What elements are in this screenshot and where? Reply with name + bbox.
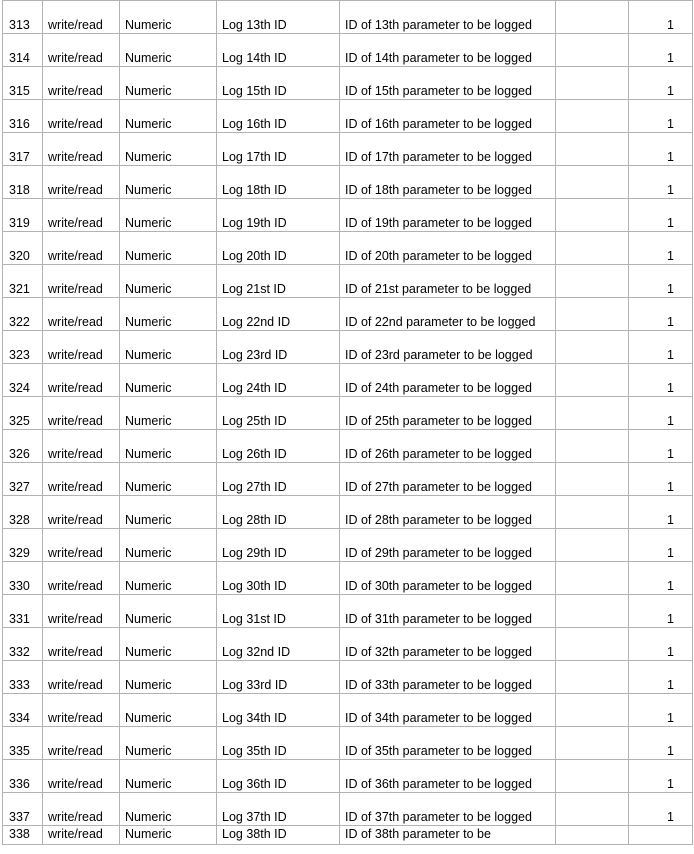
default-value: 1 (629, 34, 693, 67)
access-mode: write/read (43, 727, 120, 760)
access-mode: write/read (43, 133, 120, 166)
parameter-description: ID of 18th parameter to be logged (340, 166, 556, 199)
default-value: 1 (629, 133, 693, 166)
parameter-description: ID of 23rd parameter to be logged (340, 331, 556, 364)
table-row (3, 694, 693, 727)
table-row (3, 529, 693, 562)
parameter-number: 332 (3, 628, 43, 661)
parameter-number: 333 (3, 661, 43, 694)
default-value: 1 (629, 364, 693, 397)
parameter-description: ID of 38th parameter to be (340, 826, 556, 845)
parameter-number: 334 (3, 694, 43, 727)
empty-cell (556, 727, 629, 760)
parameter-description: ID of 21st parameter to be logged (340, 265, 556, 298)
empty-cell (556, 265, 629, 298)
parameter-description: ID of 37th parameter to be logged (340, 793, 556, 826)
access-mode: write/read (43, 826, 120, 845)
parameter-description: ID of 17th parameter to be logged (340, 133, 556, 166)
table-row (3, 232, 693, 265)
default-value: 1 (629, 1, 693, 34)
parameter-description: ID of 15th parameter to be logged (340, 67, 556, 100)
parameter-name: Log 18th ID (217, 166, 340, 199)
parameter-name: Log 16th ID (217, 100, 340, 133)
table-row (3, 661, 693, 694)
default-value: 1 (629, 199, 693, 232)
default-value: 1 (629, 397, 693, 430)
empty-cell (556, 529, 629, 562)
access-mode: write/read (43, 331, 120, 364)
parameter-name: Log 21st ID (217, 265, 340, 298)
default-value: 1 (629, 694, 693, 727)
data-type: Numeric (120, 34, 217, 67)
empty-cell (556, 232, 629, 265)
access-mode: write/read (43, 595, 120, 628)
empty-cell (556, 34, 629, 67)
parameter-name: Log 14th ID (217, 34, 340, 67)
empty-cell (556, 496, 629, 529)
parameter-name: Log 24th ID (217, 364, 340, 397)
access-mode: write/read (43, 694, 120, 727)
parameter-description: ID of 33th parameter to be logged (340, 661, 556, 694)
parameter-number: 318 (3, 166, 43, 199)
data-type: Numeric (120, 67, 217, 100)
parameter-description: ID of 32th parameter to be logged (340, 628, 556, 661)
parameter-name: Log 26th ID (217, 430, 340, 463)
empty-cell (556, 793, 629, 826)
parameter-description: ID of 27th parameter to be logged (340, 463, 556, 496)
parameter-number: 313 (3, 1, 43, 34)
default-value: 1 (629, 430, 693, 463)
data-type: Numeric (120, 199, 217, 232)
parameter-name: Log 35th ID (217, 727, 340, 760)
access-mode: write/read (43, 760, 120, 793)
access-mode: write/read (43, 199, 120, 232)
parameter-description: ID of 26th parameter to be logged (340, 430, 556, 463)
empty-cell (556, 133, 629, 166)
parameter-number: 321 (3, 265, 43, 298)
data-type: Numeric (120, 463, 217, 496)
empty-cell (556, 199, 629, 232)
empty-cell (556, 298, 629, 331)
default-value: 1 (629, 67, 693, 100)
data-type: Numeric (120, 826, 217, 845)
data-type: Numeric (120, 100, 217, 133)
access-mode: write/read (43, 67, 120, 100)
data-type: Numeric (120, 562, 217, 595)
parameter-description: ID of 19th parameter to be logged (340, 199, 556, 232)
parameter-number: 319 (3, 199, 43, 232)
parameter-name: Log 15th ID (217, 67, 340, 100)
default-value (629, 826, 693, 845)
empty-cell (556, 463, 629, 496)
parameter-number: 337 (3, 793, 43, 826)
empty-cell (556, 826, 629, 845)
table-row (3, 496, 693, 529)
parameter-description: ID of 22nd parameter to be logged (340, 298, 556, 331)
empty-cell (556, 562, 629, 595)
access-mode: write/read (43, 265, 120, 298)
empty-cell (556, 595, 629, 628)
parameter-name: Log 30th ID (217, 562, 340, 595)
parameter-table (2, 0, 693, 845)
empty-cell (556, 628, 629, 661)
empty-cell (556, 100, 629, 133)
default-value: 1 (629, 760, 693, 793)
default-value: 1 (629, 232, 693, 265)
data-type: Numeric (120, 793, 217, 826)
empty-cell (556, 694, 629, 727)
parameter-description: ID of 20th parameter to be logged (340, 232, 556, 265)
parameter-name: Log 36th ID (217, 760, 340, 793)
parameter-description: ID of 25th parameter to be logged (340, 397, 556, 430)
table-row (3, 562, 693, 595)
parameter-number: 327 (3, 463, 43, 496)
parameter-name: Log 23rd ID (217, 331, 340, 364)
access-mode: write/read (43, 232, 120, 265)
table-row (3, 760, 693, 793)
parameter-number: 322 (3, 298, 43, 331)
table-row (3, 331, 693, 364)
parameter-name: Log 27th ID (217, 463, 340, 496)
parameter-number: 314 (3, 34, 43, 67)
parameter-name: Log 37th ID (217, 793, 340, 826)
parameter-name: Log 31st ID (217, 595, 340, 628)
access-mode: write/read (43, 364, 120, 397)
parameter-description: ID of 35th parameter to be logged (340, 727, 556, 760)
parameter-description: ID of 13th parameter to be logged (340, 1, 556, 34)
empty-cell (556, 364, 629, 397)
parameter-number: 330 (3, 562, 43, 595)
data-type: Numeric (120, 694, 217, 727)
access-mode: write/read (43, 628, 120, 661)
access-mode: write/read (43, 463, 120, 496)
empty-cell (556, 67, 629, 100)
parameter-number: 335 (3, 727, 43, 760)
default-value: 1 (629, 529, 693, 562)
table-row (3, 628, 693, 661)
parameter-number: 326 (3, 430, 43, 463)
empty-cell (556, 1, 629, 34)
data-type: Numeric (120, 232, 217, 265)
access-mode: write/read (43, 298, 120, 331)
data-type: Numeric (120, 397, 217, 430)
default-value: 1 (629, 793, 693, 826)
default-value: 1 (629, 727, 693, 760)
table-body (3, 1, 693, 845)
empty-cell (556, 397, 629, 430)
table-row (3, 166, 693, 199)
parameter-number: 329 (3, 529, 43, 562)
default-value: 1 (629, 100, 693, 133)
data-type: Numeric (120, 595, 217, 628)
parameter-name: Log 29th ID (217, 529, 340, 562)
table-row (3, 397, 693, 430)
data-type: Numeric (120, 133, 217, 166)
parameter-number: 315 (3, 67, 43, 100)
empty-cell (556, 331, 629, 364)
access-mode: write/read (43, 529, 120, 562)
access-mode: write/read (43, 34, 120, 67)
parameter-number: 331 (3, 595, 43, 628)
data-type: Numeric (120, 529, 217, 562)
table-row (3, 364, 693, 397)
empty-cell (556, 661, 629, 694)
table-row (3, 100, 693, 133)
table-row (3, 1, 693, 34)
access-mode: write/read (43, 430, 120, 463)
data-type: Numeric (120, 364, 217, 397)
default-value: 1 (629, 265, 693, 298)
default-value: 1 (629, 628, 693, 661)
parameter-number: 325 (3, 397, 43, 430)
data-type: Numeric (120, 265, 217, 298)
parameter-name: Log 13th ID (217, 1, 340, 34)
parameter-name: Log 22nd ID (217, 298, 340, 331)
access-mode: write/read (43, 793, 120, 826)
parameter-description: ID of 16th parameter to be logged (340, 100, 556, 133)
parameter-name: Log 17th ID (217, 133, 340, 166)
parameter-number: 338 (3, 826, 43, 845)
table-row (3, 430, 693, 463)
empty-cell (556, 166, 629, 199)
parameter-description: ID of 36th parameter to be logged (340, 760, 556, 793)
data-type: Numeric (120, 1, 217, 34)
data-type: Numeric (120, 661, 217, 694)
parameter-description: ID of 28th parameter to be logged (340, 496, 556, 529)
data-type: Numeric (120, 298, 217, 331)
access-mode: write/read (43, 1, 120, 34)
parameter-number: 328 (3, 496, 43, 529)
default-value: 1 (629, 298, 693, 331)
parameter-description: ID of 24th parameter to be logged (340, 364, 556, 397)
default-value: 1 (629, 562, 693, 595)
default-value: 1 (629, 595, 693, 628)
access-mode: write/read (43, 166, 120, 199)
default-value: 1 (629, 661, 693, 694)
data-type: Numeric (120, 760, 217, 793)
access-mode: write/read (43, 496, 120, 529)
default-value: 1 (629, 166, 693, 199)
parameter-description: ID of 14th parameter to be logged (340, 34, 556, 67)
parameter-name: Log 32nd ID (217, 628, 340, 661)
parameter-name: Log 25th ID (217, 397, 340, 430)
data-type: Numeric (120, 628, 217, 661)
table-row (3, 793, 693, 826)
data-type: Numeric (120, 331, 217, 364)
access-mode: write/read (43, 397, 120, 430)
parameter-number: 316 (3, 100, 43, 133)
empty-cell (556, 430, 629, 463)
table-row (3, 67, 693, 100)
parameter-description: ID of 34th parameter to be logged (340, 694, 556, 727)
parameter-number: 320 (3, 232, 43, 265)
default-value: 1 (629, 331, 693, 364)
parameter-number: 336 (3, 760, 43, 793)
table-row (3, 826, 693, 845)
table-row (3, 727, 693, 760)
parameter-number: 324 (3, 364, 43, 397)
table-row (3, 199, 693, 232)
parameter-name: Log 19th ID (217, 199, 340, 232)
data-type: Numeric (120, 430, 217, 463)
parameter-description: ID of 30th parameter to be logged (340, 562, 556, 595)
parameter-name: Log 20th ID (217, 232, 340, 265)
parameter-name: Log 28th ID (217, 496, 340, 529)
parameter-description: ID of 29th parameter to be logged (340, 529, 556, 562)
table-row (3, 463, 693, 496)
parameter-description: ID of 31th parameter to be logged (340, 595, 556, 628)
empty-cell (556, 760, 629, 793)
parameter-name: Log 34th ID (217, 694, 340, 727)
table-row (3, 133, 693, 166)
parameter-name: Log 33rd ID (217, 661, 340, 694)
default-value: 1 (629, 463, 693, 496)
data-type: Numeric (120, 727, 217, 760)
table-row (3, 34, 693, 67)
parameter-name: Log 38th ID (217, 826, 340, 845)
access-mode: write/read (43, 661, 120, 694)
data-type: Numeric (120, 166, 217, 199)
parameter-number: 323 (3, 331, 43, 364)
table-row (3, 298, 693, 331)
access-mode: write/read (43, 562, 120, 595)
data-type: Numeric (120, 496, 217, 529)
table-row (3, 265, 693, 298)
parameter-number: 317 (3, 133, 43, 166)
access-mode: write/read (43, 100, 120, 133)
table-row (3, 595, 693, 628)
default-value: 1 (629, 496, 693, 529)
